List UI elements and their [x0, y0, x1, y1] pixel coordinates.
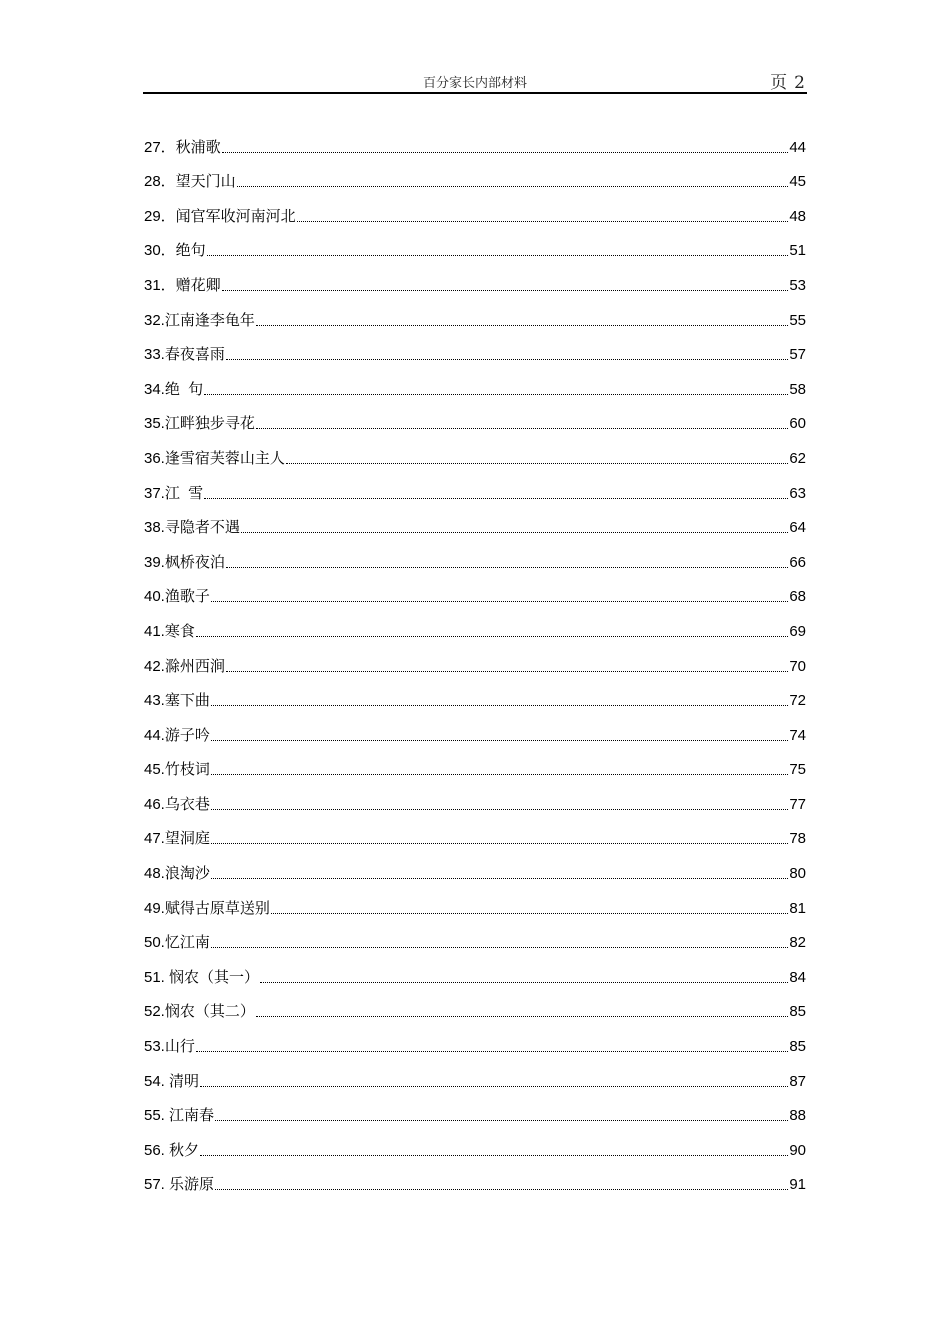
toc-entry-page-number: 91	[789, 1176, 806, 1194]
toc-dot-leader	[196, 636, 788, 637]
toc-entry-page-number: 90	[789, 1141, 806, 1159]
toc-entry[interactable]	[144, 747, 806, 782]
toc-dot-leader	[211, 601, 788, 602]
toc-entry[interactable]	[144, 470, 806, 505]
toc-dot-leader	[286, 463, 788, 464]
toc-entry-title: 54. 清明	[144, 1072, 200, 1090]
toc-entry[interactable]	[144, 920, 806, 955]
toc-dot-leader	[211, 774, 788, 775]
toc-entry-title: 42.滁州西涧	[144, 657, 225, 675]
toc-entry-title: 28．望天门山	[144, 173, 236, 191]
toc-entry[interactable]	[144, 435, 806, 470]
toc-dot-leader	[297, 221, 789, 222]
toc-entry-page-number: 85	[789, 1003, 806, 1021]
toc-entry-page-number: 69	[789, 622, 806, 640]
toc-entry-title: 56. 秋夕	[144, 1141, 200, 1159]
toc-dot-leader	[256, 325, 788, 326]
toc-entry-title: 40.渔歌子	[144, 588, 210, 606]
toc-entry[interactable]	[144, 193, 806, 228]
toc-dot-leader	[222, 290, 789, 291]
toc-entry-page-number: 75	[789, 761, 806, 779]
toc-entry-page-number: 81	[789, 899, 806, 917]
toc-entry-title: 43.塞下曲	[144, 692, 210, 710]
toc-entry[interactable]	[144, 124, 806, 159]
toc-dot-leader	[241, 532, 788, 533]
toc-entry[interactable]	[144, 850, 806, 885]
toc-entry[interactable]	[144, 228, 806, 263]
toc-entry-page-number: 58	[789, 380, 806, 398]
toc-dot-leader	[237, 186, 789, 187]
toc-entry-page-number: 53	[789, 276, 806, 294]
toc-entry[interactable]	[144, 401, 806, 436]
toc-entry-title: 29．闻官军收河南河北	[144, 207, 296, 225]
toc-dot-leader	[204, 394, 788, 395]
toc-dot-leader	[226, 359, 788, 360]
toc-entry-title: 33.春夜喜雨	[144, 346, 225, 364]
toc-entry-title: 51. 悯农（其一）	[144, 968, 260, 986]
toc-entry-page-number: 48	[789, 207, 806, 225]
toc-entry-title: 57. 乐游原	[144, 1176, 215, 1194]
toc-dot-leader	[211, 705, 788, 706]
toc-entry[interactable]	[144, 816, 806, 851]
toc-entry[interactable]	[144, 366, 806, 401]
toc-entry[interactable]	[144, 1127, 806, 1162]
toc-dot-leader	[271, 913, 788, 914]
header-page-indicator	[770, 68, 805, 93]
toc-dot-leader	[256, 1016, 788, 1017]
toc-entry[interactable]	[144, 781, 806, 816]
toc-entry-page-number: 88	[789, 1107, 806, 1125]
toc-entry-title: 53.山行	[144, 1038, 195, 1056]
toc-entry-page-number: 70	[789, 657, 806, 675]
toc-entry-title: 32.江南逢李龟年	[144, 311, 255, 329]
toc-entry-title: 44.游子吟	[144, 726, 210, 744]
toc-entry-page-number: 68	[789, 588, 806, 606]
toc-dot-leader	[226, 671, 788, 672]
toc-entry[interactable]	[144, 1058, 806, 1093]
toc-entry-page-number: 78	[789, 830, 806, 848]
toc-dot-leader	[200, 1086, 788, 1087]
toc-entry[interactable]	[144, 505, 806, 540]
toc-entry[interactable]	[144, 1023, 806, 1058]
toc-dot-leader	[215, 1120, 788, 1121]
page-header	[143, 62, 807, 94]
toc-entry[interactable]	[144, 885, 806, 920]
toc-entry-page-number: 55	[789, 311, 806, 329]
toc-entry-title: 39.枫桥夜泊	[144, 553, 225, 571]
toc-entry-title: 50.忆江南	[144, 934, 210, 952]
toc-entry-title: 48.浪淘沙	[144, 865, 210, 883]
toc-dot-leader	[256, 428, 788, 429]
toc-entry-page-number: 66	[789, 553, 806, 571]
toc-entry[interactable]	[144, 262, 806, 297]
toc-dot-leader	[196, 1051, 788, 1052]
toc-entry[interactable]	[144, 678, 806, 713]
toc-entry-title: 46.乌衣巷	[144, 795, 210, 813]
toc-entry-title: 30．绝句	[144, 242, 206, 260]
toc-entry-title: 31．赠花卿	[144, 276, 221, 294]
toc-entry-page-number: 82	[789, 934, 806, 952]
toc-dot-leader	[215, 1189, 788, 1190]
toc-entry-page-number: 77	[789, 795, 806, 813]
toc-dot-leader	[204, 498, 788, 499]
header-page-number: 2	[794, 73, 805, 93]
toc-dot-leader	[211, 740, 788, 741]
toc-entry[interactable]	[144, 954, 806, 989]
toc-entry-page-number: 84	[789, 968, 806, 986]
toc-entry-page-number: 80	[789, 865, 806, 883]
toc-entry-page-number: 45	[789, 173, 806, 191]
toc-entry[interactable]	[144, 1093, 806, 1128]
toc-entry-page-number: 51	[789, 242, 806, 260]
toc-entry-title: 34.绝 句	[144, 380, 204, 398]
toc-dot-leader	[226, 567, 788, 568]
table-of-contents	[144, 124, 806, 1196]
toc-entry-page-number: 44	[789, 138, 806, 156]
toc-entry-page-number: 64	[789, 519, 806, 537]
toc-dot-leader	[211, 843, 788, 844]
toc-dot-leader	[207, 255, 789, 256]
toc-entry[interactable]	[144, 643, 806, 678]
toc-entry-title: 27．秋浦歌	[144, 138, 221, 156]
toc-dot-leader	[211, 947, 788, 948]
toc-entry-title: 36.逢雪宿芙蓉山主人	[144, 449, 285, 467]
toc-entry-title: 49.赋得古原草送别	[144, 899, 270, 917]
toc-entry-page-number: 63	[789, 484, 806, 502]
toc-entry[interactable]	[144, 1162, 806, 1197]
toc-entry-title: 35.江畔独步寻花	[144, 415, 255, 433]
toc-entry[interactable]	[144, 574, 806, 609]
toc-dot-leader	[200, 1155, 788, 1156]
toc-entry[interactable]	[144, 297, 806, 332]
toc-entry[interactable]	[144, 332, 806, 367]
header-page-label: 页	[770, 73, 788, 93]
toc-dot-leader	[222, 152, 789, 153]
toc-entry-title: 37.江 雪	[144, 484, 204, 502]
toc-dot-leader	[211, 878, 788, 879]
toc-entry-title: 41.寒食	[144, 622, 195, 640]
toc-entry-title: 47.望洞庭	[144, 830, 210, 848]
toc-entry-title: 55. 江南春	[144, 1107, 215, 1125]
toc-entry[interactable]	[144, 608, 806, 643]
toc-entry[interactable]	[144, 989, 806, 1024]
toc-entry[interactable]	[144, 712, 806, 747]
toc-entry-title: 45.竹枝词	[144, 761, 210, 779]
toc-entry-page-number: 57	[789, 346, 806, 364]
toc-entry-title: 38.寻隐者不遇	[144, 519, 240, 537]
toc-entry-page-number: 62	[789, 449, 806, 467]
toc-dot-leader	[260, 982, 788, 983]
header-title: 百分家长内部材料	[422, 76, 527, 91]
toc-entry[interactable]	[144, 159, 806, 194]
toc-entry-page-number: 60	[789, 415, 806, 433]
toc-entry-page-number: 87	[789, 1072, 806, 1090]
toc-entry-page-number: 74	[789, 726, 806, 744]
toc-entry[interactable]	[144, 539, 806, 574]
toc-entry-page-number: 72	[789, 692, 806, 710]
toc-dot-leader	[211, 809, 788, 810]
toc-entry-page-number: 85	[789, 1038, 806, 1056]
toc-entry-title: 52.悯农（其二）	[144, 1003, 255, 1021]
